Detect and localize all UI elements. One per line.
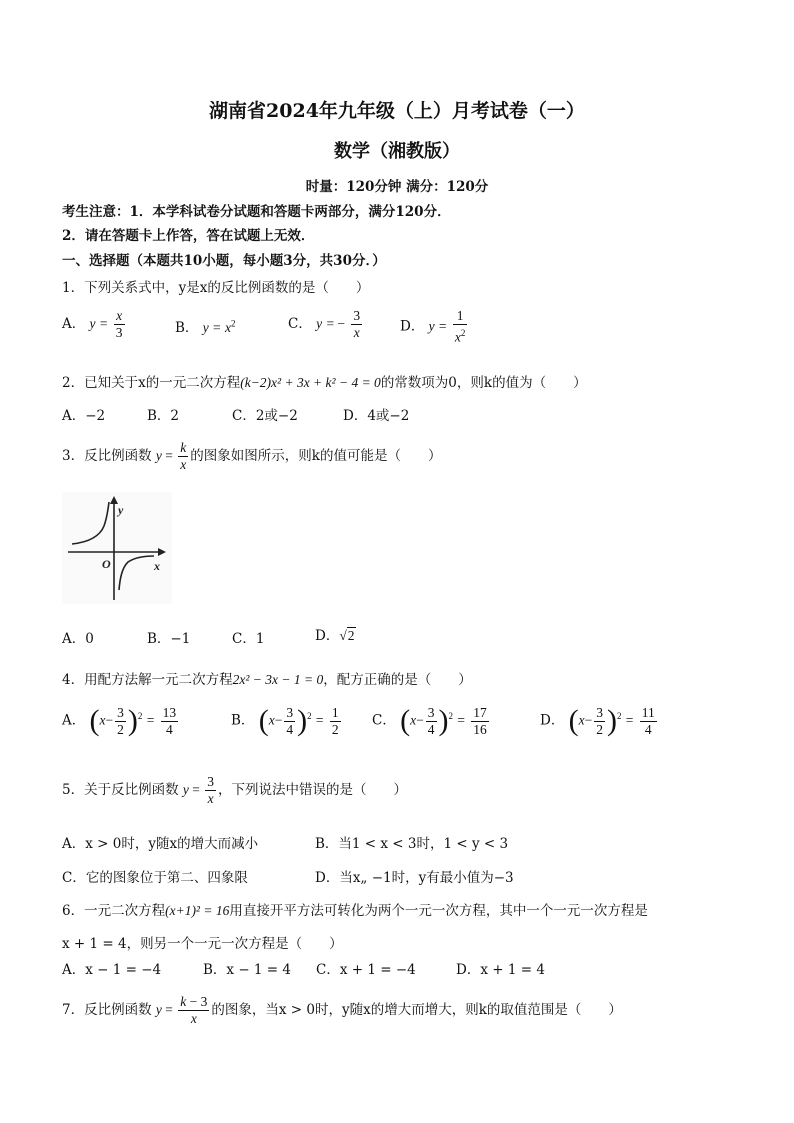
q3-stem: 3．反比例函数 y = $\frac{k}{x}$ 的图象如图所示，则k的值可能是（ ） (62, 440, 442, 472)
q4-stem (62, 668, 472, 688)
q4-equation: 2x² − 3x − 1 = 0 (232, 672, 324, 687)
q2-option-b[interactable]: B．2 (147, 408, 180, 424)
q1-option-a-label: A． (62, 316, 86, 332)
q6-equation: (x+1)² = 16 (165, 903, 230, 918)
q6-option-d[interactable]: D．x + 1 = 4 (456, 962, 545, 978)
exam-subtitle: 数学（湘教版） (334, 141, 460, 162)
q2-stem-pre: 2．已知关于x的一元二次方程 (62, 375, 241, 391)
q4-option-a-label: A． (62, 712, 86, 729)
q6-stem-post: 用直接开平方法可转化为两个一元一次方程，其中一个一元一次方程是 (229, 903, 648, 919)
exam-title: 湖南省2024年九年级（上）月考试卷（一） (209, 100, 585, 122)
q1-option-a[interactable]: A． y = $\frac{x}{3}$ (62, 308, 123, 340)
q6-stem-line-2: x + 1 = 4，则另一个一元一次方程是（ ） (62, 936, 343, 952)
q3-option-d-radicand: 2 (347, 628, 355, 643)
q1-option-d-label: D． (400, 318, 425, 335)
q4-option-a[interactable]: A． (x− $\frac{3}{2}$ )$^2$ = $\frac{13}{4}$ (62, 704, 177, 737)
q3-stem-pre: 3．反比例函数 (62, 448, 152, 464)
q4-option-b[interactable]: B． (x− $\frac{3}{4}$ )$^2$ = $\frac{1}{2}$ (231, 704, 339, 737)
section-heading: 一、选择题（本题共10小题，每小题3分，共30分．） (62, 253, 386, 269)
q2-equation: (k−2)x² + 3x + k² − 4 = 0 (240, 375, 381, 390)
q4-option-d[interactable]: D． (x− $\frac{3}{2}$ )$^2$ = $\frac{11}{4}$ (540, 704, 655, 737)
q6-option-a[interactable]: A．x − 1 = −4 (62, 962, 162, 978)
q3-option-c[interactable]: C．1 (232, 631, 265, 647)
q4-stem-post: ，配方正确的是（ ） (323, 672, 472, 688)
q3-origin-label: O (102, 557, 111, 571)
q2-stem (62, 371, 587, 391)
notes-line-2: 2．请在答题卡上作答，答在试题上无效． (62, 228, 315, 244)
q4-stem-pre: 4．用配方法解一元二次方程 (62, 672, 233, 688)
q4-option-c[interactable]: C． (x− $\frac{3}{4}$ )$^2$ = $\frac{17}{16}$ (372, 704, 487, 737)
q4-option-b-label: B． (231, 712, 255, 729)
q4-option-c-label: C． (372, 712, 396, 729)
q5-option-b[interactable]: B．当1 < x < 3时，1 < y < 3 (315, 836, 509, 852)
q2-option-d[interactable]: D．4或−2 (343, 408, 410, 424)
q3-graph-figure (62, 492, 172, 604)
q3-option-b[interactable]: B．−1 (147, 631, 191, 647)
q5-stem: 5．关于反比例函数 y = $\frac{3}{x}$ ，下列说法中错误的是（ ） (62, 774, 408, 806)
q7-stem: 7．反比例函数 y = $\frac{k - 3}{x}$ 的图象，当x > 0时，y随x的增大而增大，则k的取值范围是（ ） (62, 994, 622, 1026)
q3-axis-y-label: y (118, 503, 124, 517)
q5-stem-post: ，下列说法中错误的是（ ） (218, 782, 408, 798)
q3-axis-x-label: x (154, 559, 160, 573)
notes-line-1: 考生注意：1．本学科试卷分试题和答题卡两部分，满分120分． (62, 204, 451, 220)
q5-option-a[interactable]: A．x > 0时，y随x的增大而减小 (62, 836, 259, 852)
q1-option-c[interactable]: C． y = − $\frac{3}{x}$ (288, 308, 361, 340)
q2-option-a[interactable]: A．−2 (62, 408, 106, 424)
q1-option-b[interactable]: B． $y = x^2$ (175, 318, 236, 336)
q3-option-d-label: D． (315, 628, 340, 644)
q3-option-a[interactable]: A．0 (62, 631, 94, 647)
q2-stem-post: 的常数项为0，则k的值为（ ） (380, 375, 587, 391)
q1-option-d[interactable]: D． y = $\frac{1}{x^2}$ (400, 308, 466, 345)
q1-option-c-label: C． (288, 316, 312, 332)
q5-option-d[interactable]: D．当x„ −1时，y有最小值为−3 (315, 870, 514, 886)
q2-option-c[interactable]: C．2或−2 (232, 408, 298, 424)
q5-stem-pre: 5．关于反比例函数 (62, 782, 179, 798)
q1-option-b-label: B． (175, 320, 199, 336)
q4-option-d-label: D． (540, 712, 565, 729)
q6-option-b[interactable]: B．x − 1 = 4 (203, 962, 292, 978)
q3-stem-post: 的图象如图所示，则k的值可能是（ ） (190, 448, 442, 464)
q7-stem-pre: 7．反比例函数 (62, 1002, 152, 1018)
q7-stem-post: 的图象，当x > 0时，y随x的增大而增大，则k的取值范围是（ ） (211, 1002, 622, 1018)
q6-option-c[interactable]: C．x + 1 = −4 (316, 962, 416, 978)
q5-option-c[interactable]: C．它的图象位于第二、四象限 (62, 870, 248, 886)
q3-option-d[interactable]: D．√2 (315, 628, 355, 644)
q6-stem-pre: 6．一元二次方程 (62, 903, 166, 919)
q1-stem: 1．下列关系式中，y是x的反比例函数的是（ ） (62, 280, 370, 296)
q6-stem (62, 899, 648, 919)
exam-time-info: 时量：120分钟 满分：120分 (305, 179, 489, 195)
